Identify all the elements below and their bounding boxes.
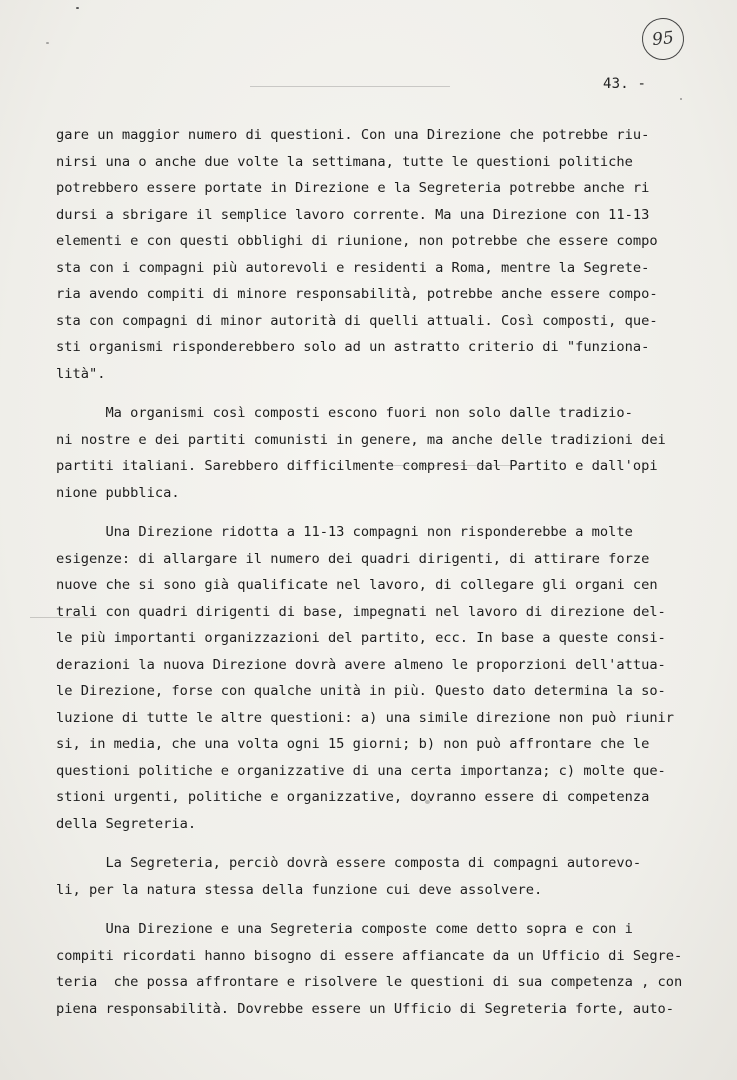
paragraph (56, 850, 736, 903)
text-line: Una Direzione ridotta a 11-13 compagni non risponderebbe a molte (56, 524, 633, 540)
paragraph (56, 122, 736, 387)
text-line: derazioni la nuova Direzione dovrà avere almeno le proporzioni dell'attua- (56, 656, 666, 673)
text-line: partiti italiani. Sarebbero difficilmente compresi dal Partito e dall'opi (56, 458, 658, 474)
scan-dash (250, 86, 450, 87)
paragraph (56, 519, 736, 837)
text-line: lità". (56, 365, 106, 382)
text-line: questioni politiche e organizzative di una certa importanza; c) molte que- (56, 762, 666, 779)
text-line: La Segreteria, perciò dovrà essere composta di compagni autorevo- (56, 855, 642, 871)
scan-speck (680, 98, 682, 100)
text-line: esigenze: di allargare il numero dei quadri dirigenti, di attirare forze (56, 550, 650, 567)
scan-dash (380, 465, 530, 466)
scan-dash (30, 617, 90, 618)
text-line: Ma organismi così composti escono fuori non solo dalle tradizio- (56, 405, 633, 421)
text-line: della Segreteria. (56, 815, 197, 832)
text-line: teria che possa affrontare e risolvere le questioni di sua competenza , con (56, 974, 683, 990)
text-line: compiti ricordati hanno bisogno di essere affiancate da un Ufficio di Segre- (56, 947, 683, 964)
text-line: si, in media, che una volta ogni 15 giorni; b) non può affrontare che le (56, 736, 650, 752)
text-line: le più importanti organizzazioni del partito, ecc. In base a queste consi- (56, 630, 666, 646)
text-line: Una Direzione e una Segreteria composte come detto sopra e con i (56, 921, 633, 937)
text-line: trali con quadri dirigenti di base, impegnati nel lavoro di direzione del- (56, 603, 666, 620)
text-line: nirsi una o anche due volte la settimana, tutte le questioni politiche (56, 153, 633, 170)
text-line: dursi a sbrigare il semplice lavoro corrente. Ma una Direzione con 11-13 (56, 206, 650, 223)
text-line: le Direzione, forse con qualche unità in più. Questo dato determina la so- (56, 683, 666, 699)
text-line: luzione di tutte le altre questioni: a) una simile direzione non può riunir (56, 709, 675, 726)
text-line: gare un maggior numero di questioni. Con una Direzione che potrebbe riu- (56, 127, 650, 143)
text-line: sta con compagni di minor autorità di quelli attuali. Così composti, que- (56, 312, 658, 329)
archive-stamp (640, 16, 686, 62)
text-line: ni nostre e dei partiti comunisti in genere, ma anche delle tradizioni dei (56, 431, 666, 448)
text-line: sta con i compagni più autorevoli e residenti a Roma, mentre la Segrete- (56, 259, 650, 276)
archive-stamp-number: 95 (651, 27, 675, 51)
document-body (56, 122, 736, 1035)
paragraph (56, 400, 736, 506)
text-line: nuove che si sono già qualificate nel lavoro, di collegare gli organi cen (56, 577, 658, 593)
text-line: stioni urgenti, politiche e organizzative, dovranno essere di competenza (56, 789, 650, 805)
text-line: piena responsabilità. Dovrebbe essere un Ufficio di Segreteria forte, auto- (56, 1000, 675, 1017)
text-line: li, per la natura stessa della funzione cui deve assolvere. (56, 881, 543, 898)
page-number: 43. - (603, 76, 647, 92)
paragraph (56, 916, 736, 1022)
scan-speck (76, 7, 79, 9)
scan-speck (46, 42, 49, 44)
text-line: ria avendo compiti di minore responsabilità, potrebbe anche essere compo- (56, 286, 658, 302)
text-line: potrebbero essere portate in Direzione e la Segreteria potrebbe anche ri (56, 180, 650, 196)
text-line: sti organismi risponderebbero solo ad un astratto criterio di "funziona- (56, 339, 650, 355)
scan-speck (425, 800, 430, 804)
text-line: nione pubblica. (56, 484, 180, 501)
text-line: elementi e con questi obblighi di riunione, non potrebbe che essere compo (56, 233, 658, 249)
